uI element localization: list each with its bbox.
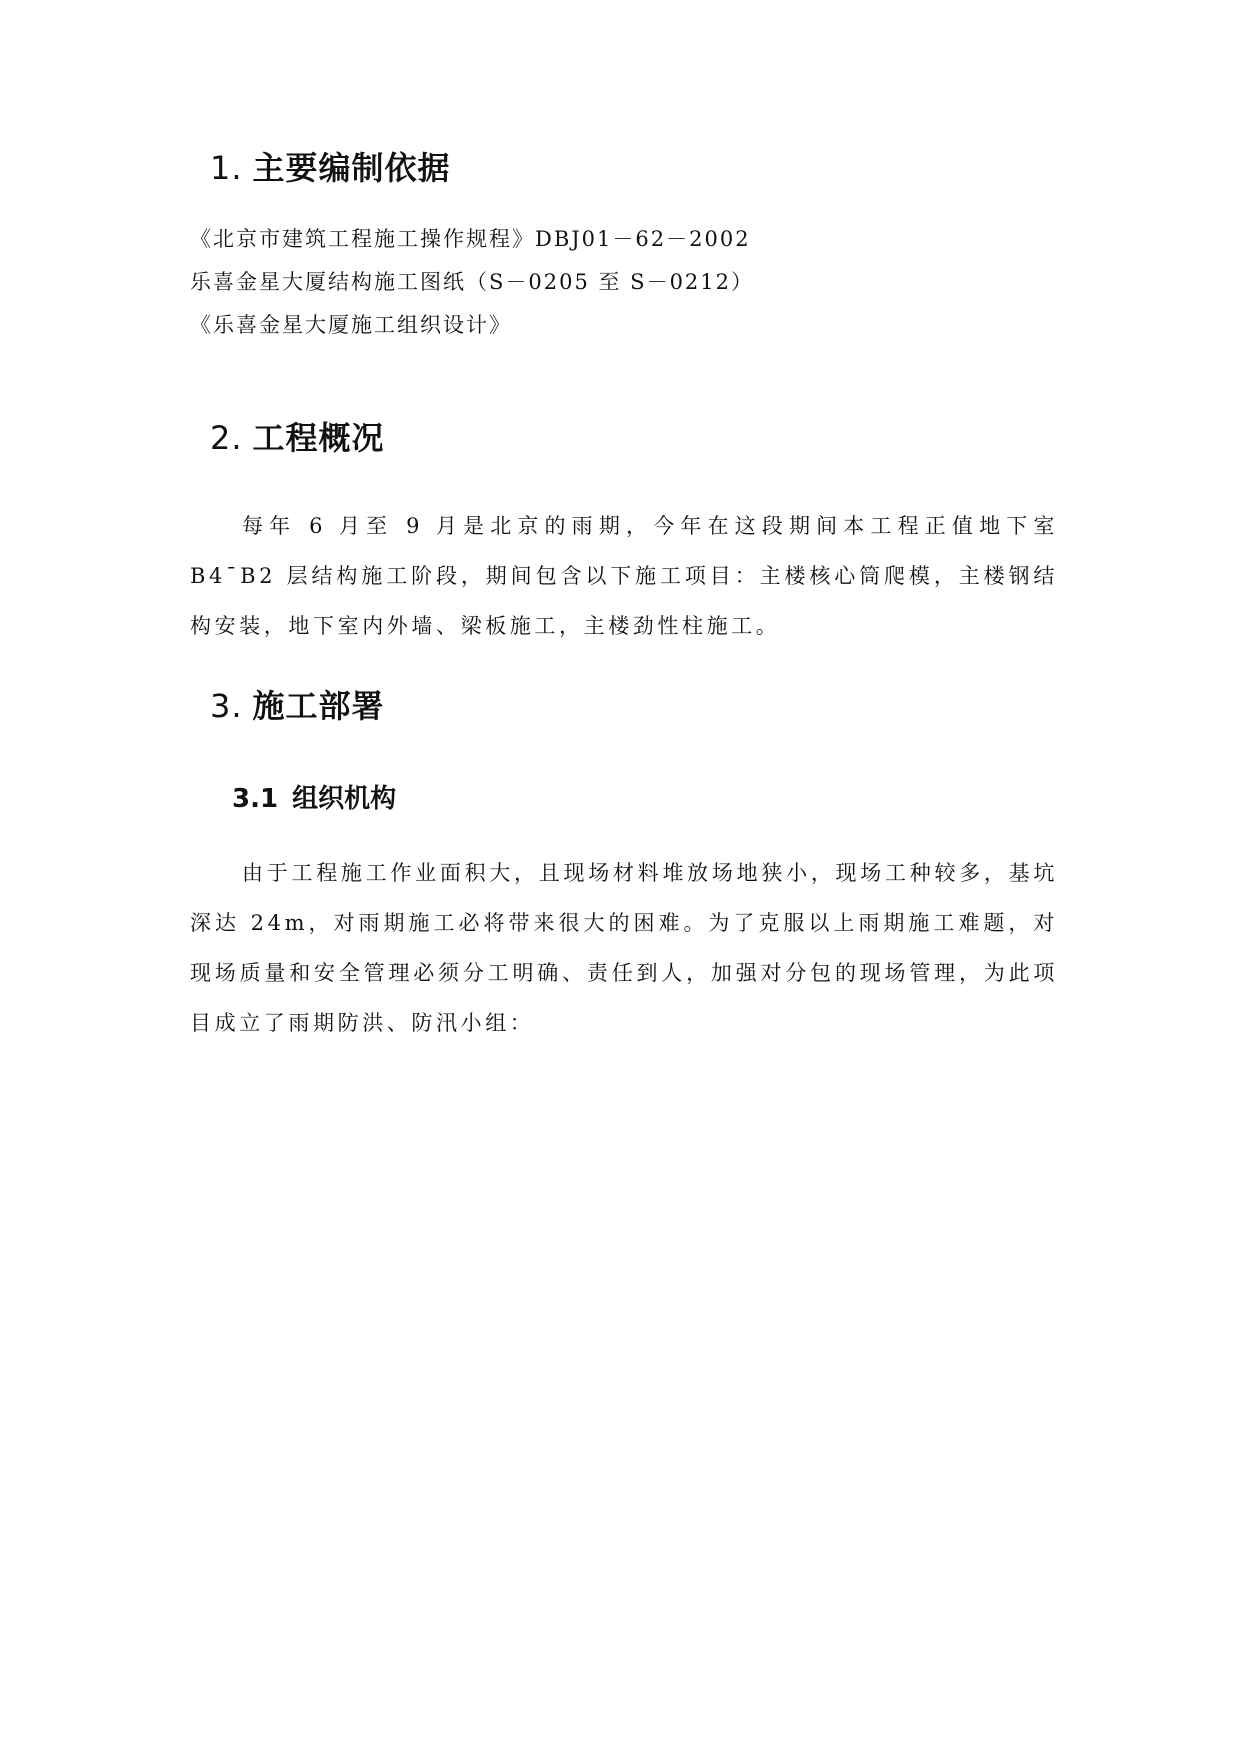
reference-item: 《北京市建筑工程施工操作规程》DBJ01－62－2002	[190, 227, 751, 251]
section-2-number: 2.	[210, 419, 243, 457]
section-1-number: 1.	[210, 149, 243, 187]
subsection-3-1-title: 组织机构	[292, 784, 397, 814]
project-overview-paragraph: 每年 6 月至 9 月是北京的雨期，今年在这段期间本工程正值地下室 B4¯B2 层结构施工阶段，期间包含以下施工项目：主楼核心筒爬模，主楼钢结构安装，地下室内外墙、梁板施工，主楼劲性柱施工。	[190, 514, 1058, 638]
section-3-title: 施工部署	[252, 687, 385, 725]
organization-paragraph: 由于工程施工作业面积大，且现场材料堆放场地狭小，现场工种较多，基坑深达 24m，对雨期施工必将带来很大的困难。为了克服以上雨期施工难题，对现场质量和安全管理必须分工明确、责任到人，加强对分包的现场管理，为此项目成立了雨期防洪、防汛小组：	[190, 861, 1058, 1035]
section-1-heading	[210, 148, 451, 188]
subsection-3-1-heading	[232, 782, 396, 816]
subsection-3-1-number: 3.1	[232, 784, 279, 814]
section-2-heading	[210, 418, 385, 458]
section-2-title: 工程概况	[252, 419, 385, 457]
section-1-title: 主要编制依据	[252, 149, 451, 187]
section-3-number: 3.	[210, 687, 243, 725]
reference-item: 乐喜金星大厦结构施工图纸（S－0205 至 S－0212）	[190, 270, 755, 294]
reference-item: 《乐喜金星大厦施工组织设计》	[190, 313, 512, 337]
section-3-heading	[210, 686, 385, 726]
